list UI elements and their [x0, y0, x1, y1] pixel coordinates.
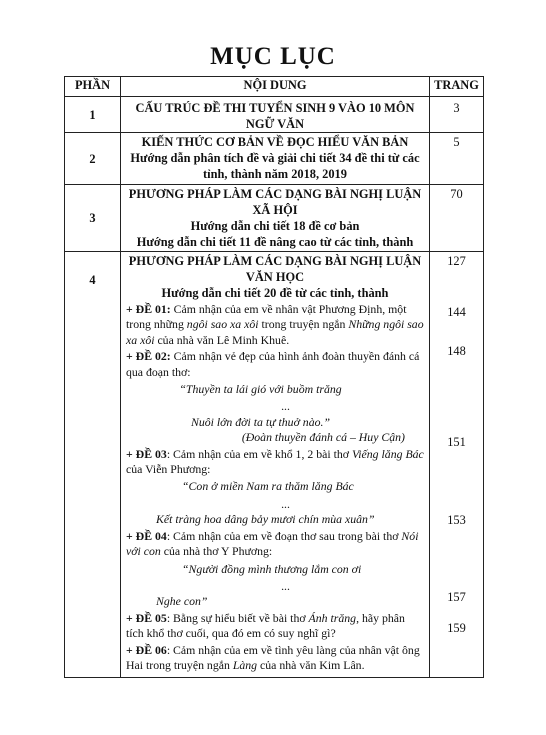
item-text: của nhà thơ Y Phương: [160, 544, 273, 559]
item-label: + ĐỀ 01: [126, 302, 171, 316]
table-row [65, 252, 484, 678]
part-number: 1 [65, 97, 121, 133]
page-number: 153 [447, 513, 466, 527]
page-title: MỤC LỤC [210, 43, 336, 70]
list-item [121, 528, 429, 610]
header-part: PHẦN [65, 77, 121, 97]
item-label: + ĐỀ 04 [126, 528, 167, 543]
section-subheading: Hướng dẫn chi tiết 11 đề nâng cao từ các tỉnh, thành [136, 235, 414, 249]
item-text: của Viễn Phương: [126, 462, 211, 477]
section-heading: PHƯƠNG PHÁP LÀM CÁC DẠNG BÀI NGHỊ LUẬN XÃ HỘI [128, 187, 422, 217]
page-number: 144 [447, 305, 466, 319]
item-label: + ĐỀ 06 [126, 642, 167, 657]
section-subheading: Hướng dẫn chi tiết 18 đề cơ bản [190, 219, 360, 233]
item-label: + ĐỀ 02: [126, 349, 171, 364]
item-text-italic: ngôi sao xa xôi [186, 317, 259, 332]
poem-line: “Con ở miền Nam ra thăm lăng Bác [182, 479, 354, 494]
section-subheading: Hướng dẫn chi tiết 20 đề từ các tỉnh, thành [161, 286, 389, 300]
list-item [121, 348, 429, 445]
list-item [121, 610, 429, 642]
section-subheading: Hướng dẫn phân tích đề và giải chi tiết 34 đề thi từ các tỉnh, thành năm 2018, 2019 [130, 151, 420, 181]
poem-line: “Thuyền ta lái gió với buồm trăng [179, 382, 342, 397]
item-text-italic: Làng [232, 657, 258, 672]
part-number: 4 [65, 252, 121, 678]
section-heading: CẤU TRÚC ĐỀ THI TUYỂN SINH 9 VÀO 10 MÔN NGỮ VĂN [135, 101, 415, 131]
section-heading: PHƯƠNG PHÁP LÀM CÁC DẠNG BÀI NGHỊ LUẬN VĂN HỌC [128, 254, 422, 284]
part-number: 3 [65, 185, 121, 252]
item-text: : Cảm nhận của em về khổ 1, 2 bài thơ [166, 446, 352, 461]
item-text: Cảm nhận của em về nhân vật Phương Định, một trong những [126, 302, 407, 332]
row-content [121, 97, 430, 133]
page-number: 70 [430, 185, 484, 252]
item-text: : Cảm nhận của em về tình yêu làng của nhân vật ông Hai trong truyện ngắn [126, 642, 420, 672]
item-text: : Bằng sự hiểu biết về bài thơ [166, 610, 309, 625]
row-content [121, 133, 430, 185]
page-number: 3 [430, 97, 484, 133]
page-number: 148 [447, 344, 466, 358]
poem-ellipsis: ... [281, 399, 290, 414]
poem-ellipsis: ... [281, 578, 290, 593]
poem-source: (Đoàn thuyền đánh cá – Huy Cận) [241, 430, 405, 445]
toc-table [64, 76, 484, 678]
item-label: + ĐỀ 05 [126, 610, 167, 625]
item-text: của nhà văn Lê Minh Khuê. [154, 332, 290, 347]
item-text: của nhà văn Kim Lân. [257, 657, 365, 672]
item-text-italic: Nói với con [126, 528, 419, 559]
table-row [65, 97, 484, 133]
row-content [121, 185, 430, 252]
table-header [65, 77, 484, 97]
header-content: NỘI DUNG [121, 77, 430, 97]
poem-line: Kết tràng hoa dâng bảy mươi chín mùa xuân” [156, 512, 375, 527]
table-row [65, 133, 484, 185]
item-text: trong truyện ngắn [258, 317, 349, 332]
item-text-italic: Ánh trăng [308, 610, 357, 625]
poem-ellipsis: ... [281, 496, 290, 511]
page-number: 151 [447, 435, 466, 449]
page-number: 127 [447, 254, 466, 268]
poem-line: Nuôi lớn đời ta tự thuở nào.” [190, 414, 331, 429]
item-text: , hãy phân tích khổ thơ cuối, qua đó em có suy nghĩ gì? [126, 610, 405, 641]
list-item [121, 642, 429, 678]
item-text-italic: Những ngôi sao xa xôi [126, 317, 424, 347]
page-column [430, 252, 484, 678]
item-text-italic: Viếng lăng Bác [351, 446, 424, 461]
poem-line: “Người đồng mình thương lắm con ơi [182, 561, 362, 576]
section-heading: KIẾN THỨC CƠ BẢN VỀ ĐỌC HIỂU VĂN BẢN [141, 135, 409, 149]
page-number: 159 [447, 621, 466, 635]
page-number: 157 [447, 590, 466, 604]
page-number: 5 [430, 133, 484, 185]
table-row [65, 185, 484, 252]
row-content [121, 252, 430, 678]
part-number: 2 [65, 133, 121, 185]
item-label: + ĐỀ 03 [126, 446, 167, 461]
poem-line: Nghe con” [156, 594, 208, 609]
list-item [121, 446, 429, 528]
list-item [121, 301, 429, 348]
header-page: TRANG [430, 77, 484, 97]
item-text: Cảm nhận vẻ đẹp của hình ảnh đoàn thuyền đánh cá qua đoạn thơ: [126, 349, 420, 379]
item-text: : Cảm nhận của em về đoạn thơ sau trong bài thơ [166, 528, 402, 543]
